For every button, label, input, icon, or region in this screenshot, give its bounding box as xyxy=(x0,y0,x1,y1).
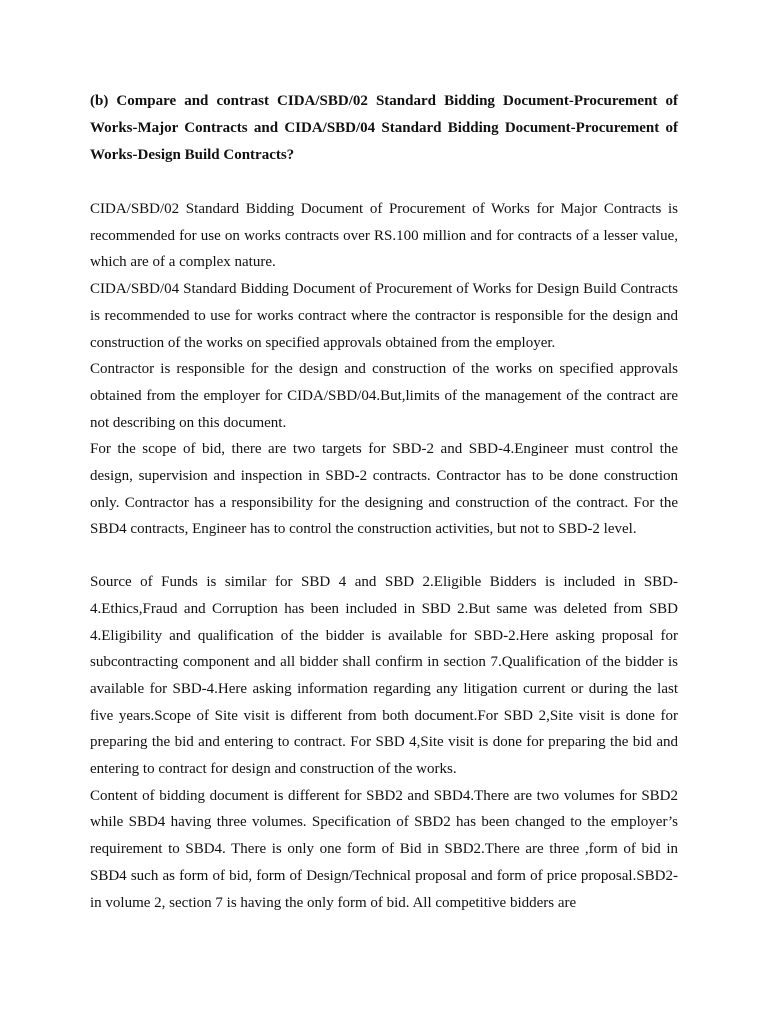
paragraph-content-of-bidding-document: Content of bidding document is different for SBD2 and SBD4.There are two volumes for SBD2 while SBD4 having three volumes. Specification of SBD2 has been changed to the employer’s requirement to SBD4. There is only one form of Bid in SBD2.There are three ,form of bid in SBD4 such as form of bid, form of Design/Technical proposal and form of price proposal.SBD2-in volume 2, section 7 is having the only form of bid. All competitive bidders are xyxy=(90,787,678,911)
question-heading: (b) Compare and contrast CIDA/SBD/02 Standard Bidding Document-Procurement of Works-Major Contracts and CIDA/SBD/04 Standard Bidding Document-Procurement of Works-Design Build Contracts? xyxy=(90,93,678,163)
paragraph-scope-of-bid: For the scope of bid, there are two targets for SBD-2 and SBD-4.Engineer must control the design, supervision and inspection in SBD-2 contracts. Contractor has to be done construction only. Contractor has a responsibility for the designing and construction of the contract. For the SBD4 contracts, Engineer has to control the construction activities, but not to SBD-2 level. xyxy=(90,441,678,538)
paragraph-source-of-funds: Source of Funds is similar for SBD 4 and SBD 2.Eligible Bidders is included in SBD-4.Ethics,Fraud and Corruption has been included in SBD 2.But same was deleted from SBD 4.Eligibility and qualification of the bidder is available for SBD-2.Here asking proposal for subcontracting component and all bidder shall confirm in section 7.Qualification of the bidder is available for SBD-4.Here asking information regarding any litigation current or during the last five years.Scope of Site visit is different from both document.For SBD 2,Site visit is done for preparing the bid and entering to contract. For SBD 4,Site visit is done for preparing the bid and entering to contract for design and construction of the works. xyxy=(90,574,678,778)
document-page xyxy=(90,88,678,916)
paragraph-contractor-responsibility: Contractor is responsible for the design and construction of the works on specified approvals obtained from the employer for CIDA/SBD/04.But,limits of the management of the contract are not describing on this document. xyxy=(90,361,678,431)
paragraph-sbd02-intro: CIDA/SBD/02 Standard Bidding Document of Procurement of Works for Major Contracts is recommended for use on works contracts over RS.100 million and for contracts of a lesser value, which are of a complex nature. xyxy=(90,201,678,271)
paragraph-sbd04-intro: CIDA/SBD/04 Standard Bidding Document of Procurement of Works for Design Build Contracts is recommended to use for works contract where the contractor is responsible for the design and construction of the works on specified approvals obtained from the employer. xyxy=(90,281,678,351)
